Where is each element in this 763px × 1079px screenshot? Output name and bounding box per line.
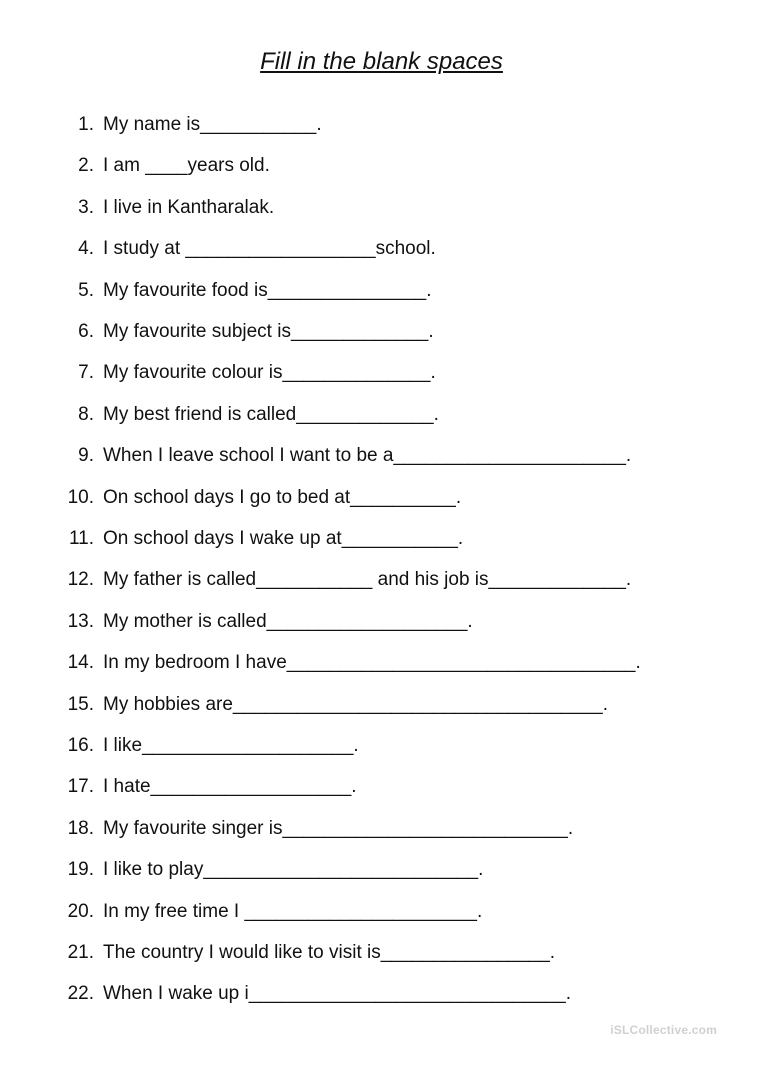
item-text: On school days I go to bed at__________.: [103, 486, 462, 508]
item-text: My favourite subject is_____________.: [103, 321, 434, 342]
item-text: I like____________________.: [103, 735, 359, 756]
item-text: I am ____years old.: [103, 155, 270, 177]
item-text: My best friend is called_____________.: [103, 403, 439, 425]
item-number: 4.: [78, 238, 94, 260]
item-text: I study at __________________school.: [103, 238, 436, 260]
worksheet-title: Fill in the blank spaces: [260, 48, 503, 75]
item-text: My favourite food is_______________.: [103, 279, 432, 301]
item-text: In my free time I ______________________.: [103, 900, 483, 922]
item-text: In my bedroom I have_________________________________.: [103, 652, 641, 674]
item-text: My favourite singer is___________________________.: [103, 817, 574, 839]
item-text: My mother is called___________________.: [103, 610, 473, 632]
item-text: I live in Kantharalak.: [103, 196, 275, 218]
item-number: 18.: [67, 817, 94, 839]
item-number: 2.: [78, 155, 94, 177]
item-number: 17.: [67, 776, 94, 798]
item-number: 20.: [67, 900, 94, 922]
item-number: 5.: [78, 279, 94, 301]
item-number: 14.: [67, 652, 94, 674]
item-number: 19.: [67, 859, 94, 881]
watermark: iSLCollective.com: [610, 1023, 717, 1037]
item-text: The country I would like to visit is________________.: [103, 942, 556, 963]
item-number: 21.: [67, 942, 94, 963]
item-number: 10.: [67, 486, 94, 508]
item-number: 13.: [67, 610, 94, 632]
item-number: 8.: [78, 403, 94, 425]
item-text: When I wake up i______________________________.: [103, 983, 572, 1005]
item-number: 12.: [67, 569, 94, 591]
item-text: On school days I wake up at___________.: [103, 528, 464, 549]
item-number: 6.: [78, 321, 94, 342]
item-number: 11.: [68, 528, 94, 549]
item-number: 15.: [67, 693, 94, 715]
item-number: 22.: [67, 983, 94, 1005]
item-number: 9.: [78, 445, 94, 467]
item-text: My hobbies are___________________________________.: [103, 693, 609, 715]
item-number: 1.: [78, 114, 94, 135]
item-number: 7.: [78, 362, 94, 384]
item-text: My name is___________.: [103, 114, 322, 135]
item-text: I like to play__________________________.: [103, 859, 484, 881]
item-number: 3.: [78, 196, 94, 218]
item-text: My father is called___________ and his job is_____________.: [103, 569, 632, 591]
item-text: When I leave school I want to be a______________________.: [103, 445, 632, 467]
item-text: My favourite colour is______________.: [103, 362, 436, 384]
item-number: 16.: [67, 735, 94, 756]
item-text: I hate___________________.: [103, 776, 357, 798]
